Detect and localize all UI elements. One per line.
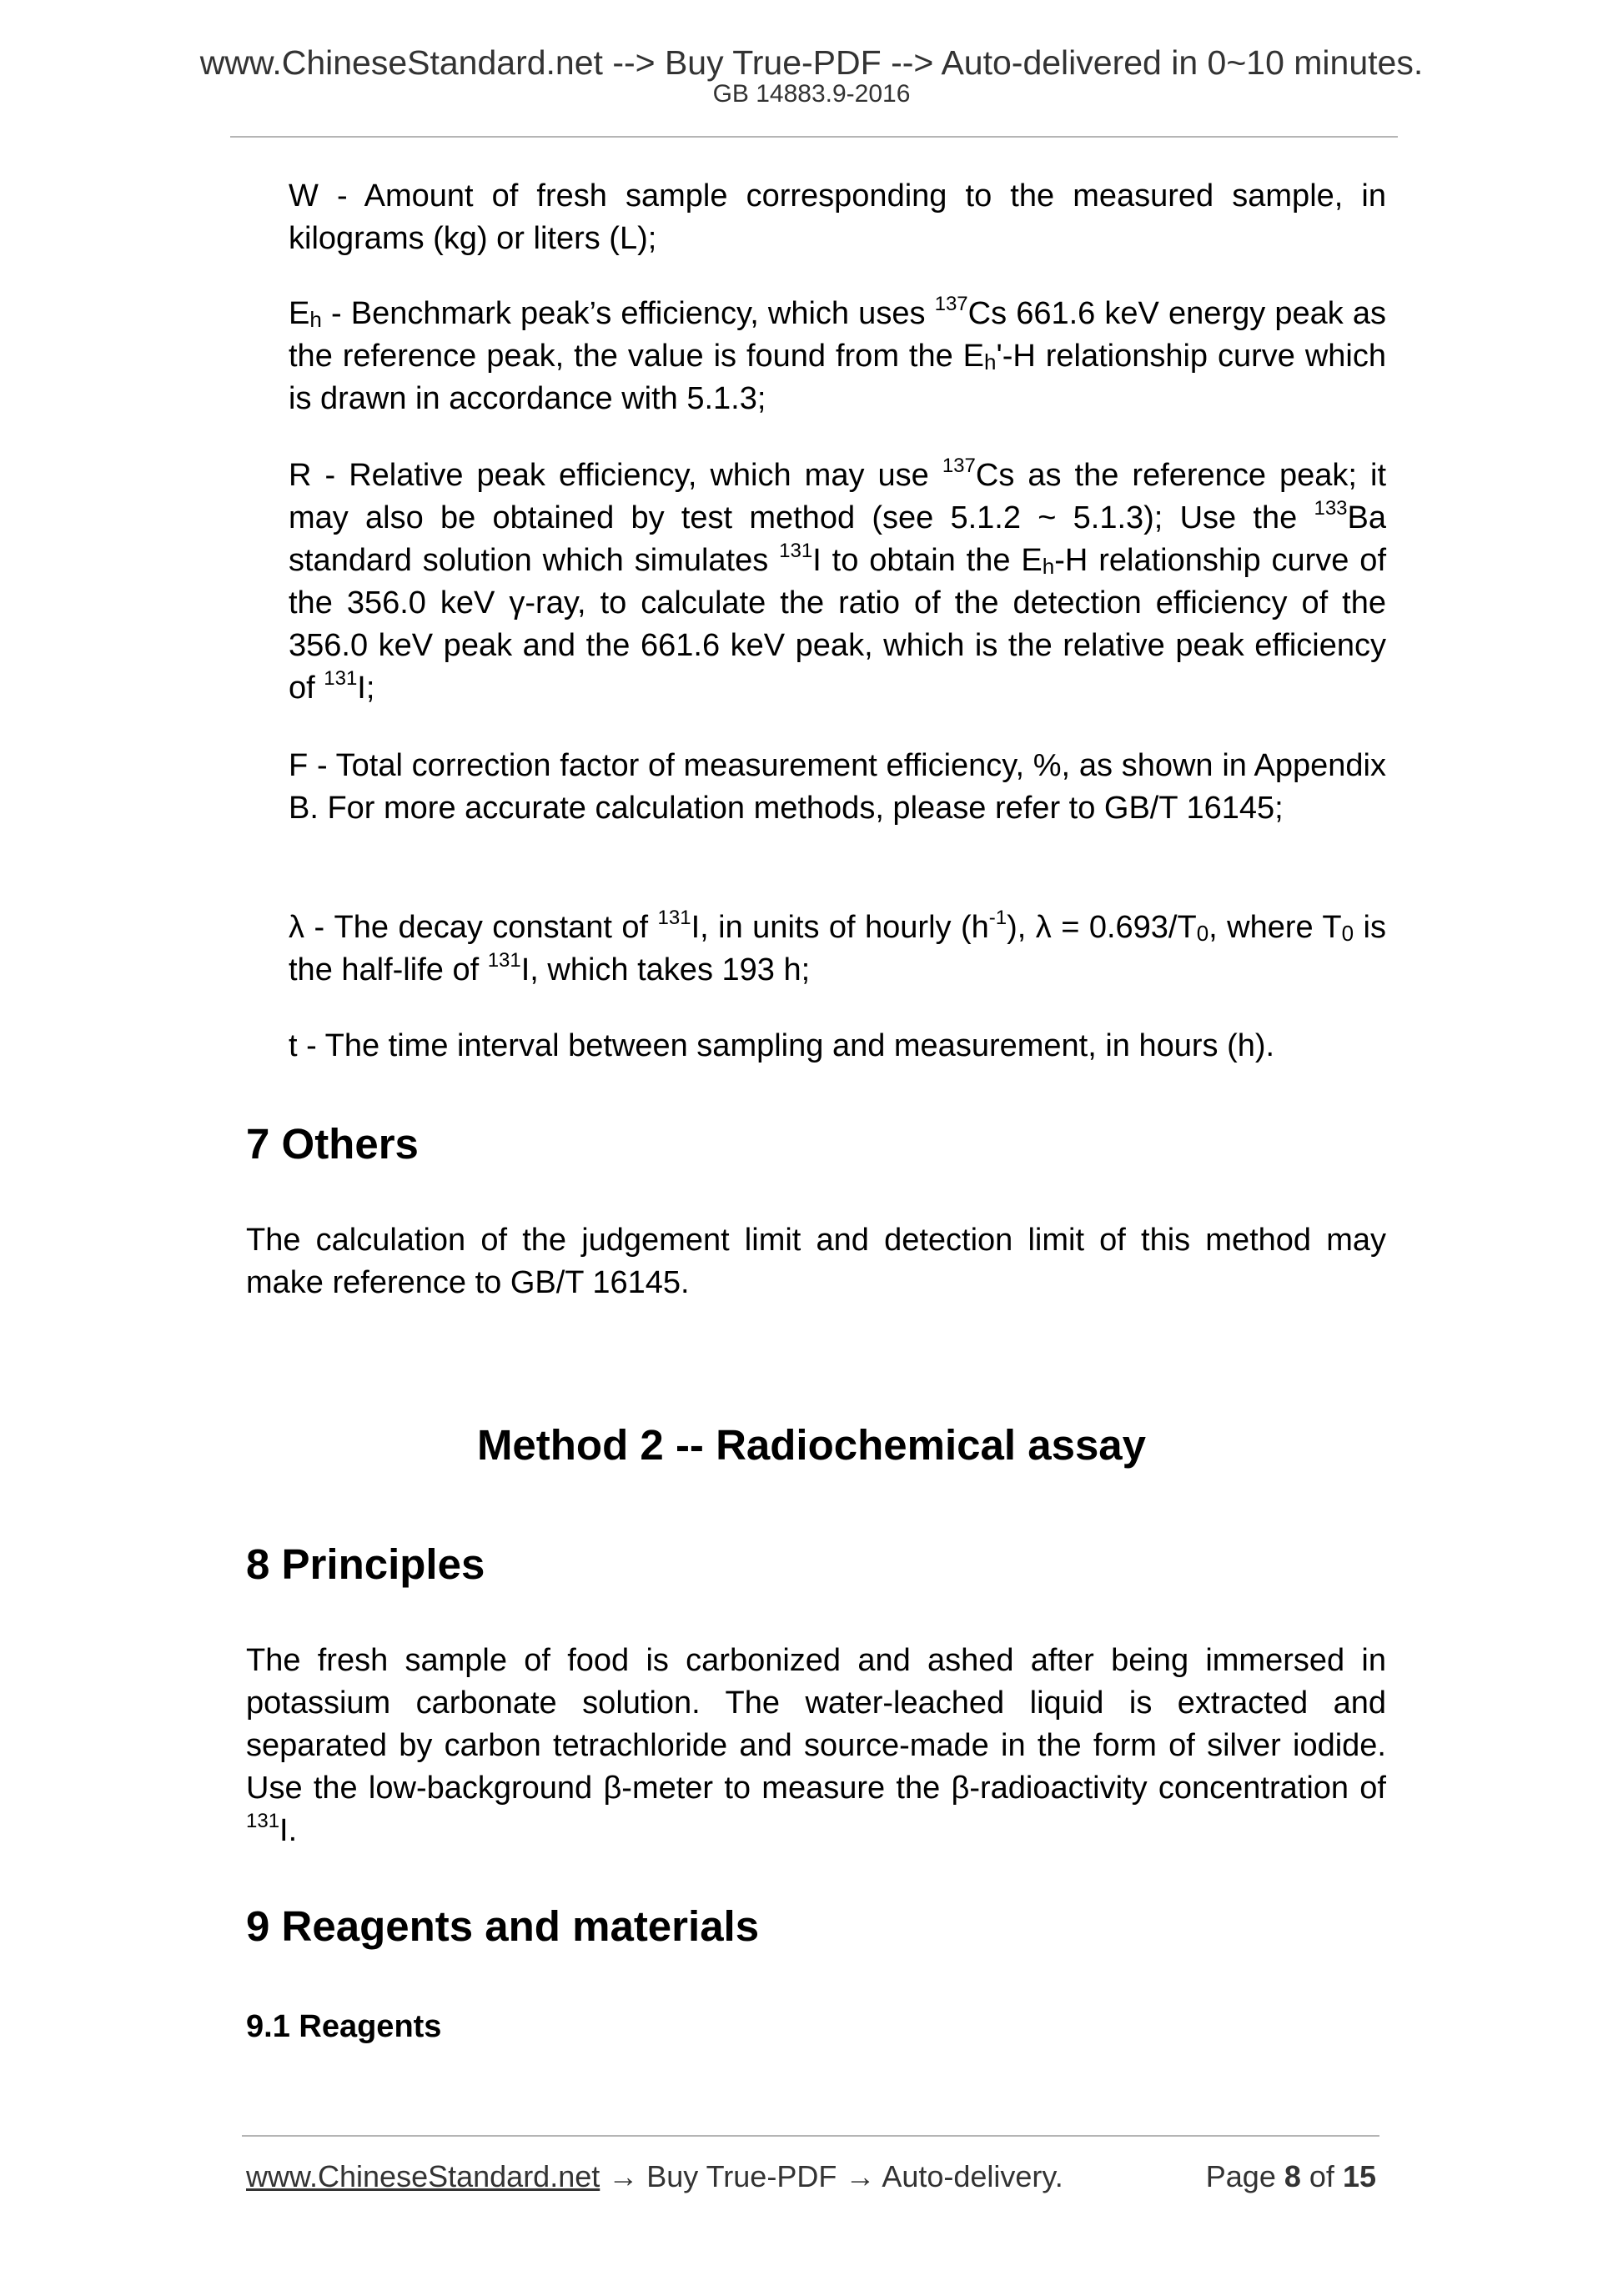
section-9-1-heading: 9.1 Reagents — [246, 2009, 442, 2044]
definition-f — [289, 745, 1386, 830]
r-text-1: R - Relative peak efficiency, which may use — [289, 458, 942, 493]
lambda-text-1: λ - The decay constant of — [289, 910, 658, 945]
eh-text-1: - Benchmark peak’s efficiency, which uses — [321, 296, 935, 331]
eh-text-2: Cs 661.6 keV energy peak as the reference peak, the value is found from the E — [289, 296, 1387, 374]
lambda-subscript-4: 0 — [1341, 921, 1354, 946]
eh-superscript-1: 137 — [934, 293, 968, 315]
definition-t — [289, 1025, 1386, 1068]
lambda-text-4: , where T — [1208, 910, 1342, 945]
lambda-text-6: I, which takes 193 h; — [520, 952, 811, 987]
footer-promo-text: → Buy True-PDF → Auto-delivery. — [600, 2159, 1063, 2193]
page-number: 8 — [1284, 2159, 1301, 2193]
lambda-text-5: is the half-life of — [289, 910, 1386, 987]
footer-promo — [246, 2158, 1063, 2195]
definition-lambda — [289, 907, 1386, 992]
section-7-heading: 7 Others — [246, 1120, 419, 1168]
definition-t-text: t - The time interval between sampling and measurement, in hours (h). — [289, 1028, 1275, 1063]
r-text-6: I; — [357, 671, 375, 706]
of-label: of — [1309, 2159, 1334, 2193]
footer-site-link[interactable]: www.ChineseStandard.net — [246, 2159, 600, 2193]
site-banner: www.ChineseStandard.net --> Buy True-PDF --> Auto-delivered in 0~10 minutes. — [199, 43, 1424, 82]
r-superscript-3: 131 — [779, 540, 813, 562]
definition-w-text: W - Amount of fresh sample corresponding to the measured sample, in kilograms (kg) or liters (L); — [289, 178, 1386, 256]
eh-text-3: '-H relationship curve which is drawn in accordance with 5.1.3; — [289, 339, 1386, 416]
r-subscript-4: h — [1042, 554, 1055, 579]
section-8-superscript-1: 131 — [246, 1810, 280, 1832]
lambda-text-3: ), λ = 0.693/T — [1007, 910, 1197, 945]
method-2-title: Method 2 -- Radiochemical assay — [476, 1421, 1147, 1469]
document-number: GB 14883.9-2016 — [712, 80, 911, 108]
section-8-heading: 8 Principles — [246, 1540, 485, 1588]
lambda-superscript-2: -1 — [988, 907, 1007, 929]
section-8-text-2: I. — [279, 1813, 298, 1848]
lambda-text-2: I, in units of hourly (h — [691, 910, 989, 945]
page-label: Page — [1205, 2159, 1276, 2193]
total-pages: 15 — [1342, 2159, 1376, 2193]
section-9-heading: 9 Reagents and materials — [246, 1902, 760, 1950]
lambda-superscript-5: 131 — [487, 949, 521, 972]
footer-divider — [242, 2135, 1379, 2137]
definition-eh — [289, 293, 1386, 420]
r-superscript-1: 137 — [942, 455, 976, 477]
eh-subscript-2: h — [983, 349, 997, 374]
lambda-subscript-3: 0 — [1196, 921, 1209, 946]
definition-r — [289, 455, 1386, 710]
lambda-superscript-1: 131 — [657, 907, 691, 929]
r-superscript-2: 133 — [1314, 497, 1348, 520]
header-divider — [230, 136, 1398, 138]
r-text-3: Ba standard solution which simulates — [289, 500, 1386, 578]
r-text-2: Cs as the reference peak; it may also be obtained by test method (see 5.1.2 ~ 5.1.3); Use the — [289, 458, 1387, 535]
r-text-5: -H relationship curve of the 356.0 keV γ-ray, to calculate the ratio of the detection efficiency of the 356.0 keV peak and the 661.6 keV peak, which is the relative peak efficiency of — [289, 543, 1386, 706]
r-superscript-5: 131 — [324, 667, 358, 690]
section-7-text: The calculation of the judgement limit and detection limit of this method may make reference to GB/T 16145. — [246, 1223, 1386, 1300]
page-indicator — [1206, 2158, 1376, 2195]
definition-w — [289, 175, 1386, 260]
r-text-4: I to obtain the E — [812, 543, 1043, 578]
eh-symbol: E — [289, 296, 310, 331]
definition-f-text: F - Total correction factor of measurement efficiency, %, as shown in Appendix B. For more accurate calculation methods, please refer to GB/T 16145; — [289, 748, 1386, 826]
section-8-body — [246, 1640, 1386, 1852]
section-7-body — [246, 1219, 1386, 1304]
section-8-text-1: The fresh sample of food is carbonized and ashed after being immersed in potassium carbonate solution. The water-leached liquid is extracted and separated by carbon tetrachloride and source-made in the form of silver iodide. Use the low-background β-meter to measure the β-radioactivity concentration of — [246, 1643, 1386, 1806]
eh-symbol-subscript: h — [309, 307, 322, 332]
